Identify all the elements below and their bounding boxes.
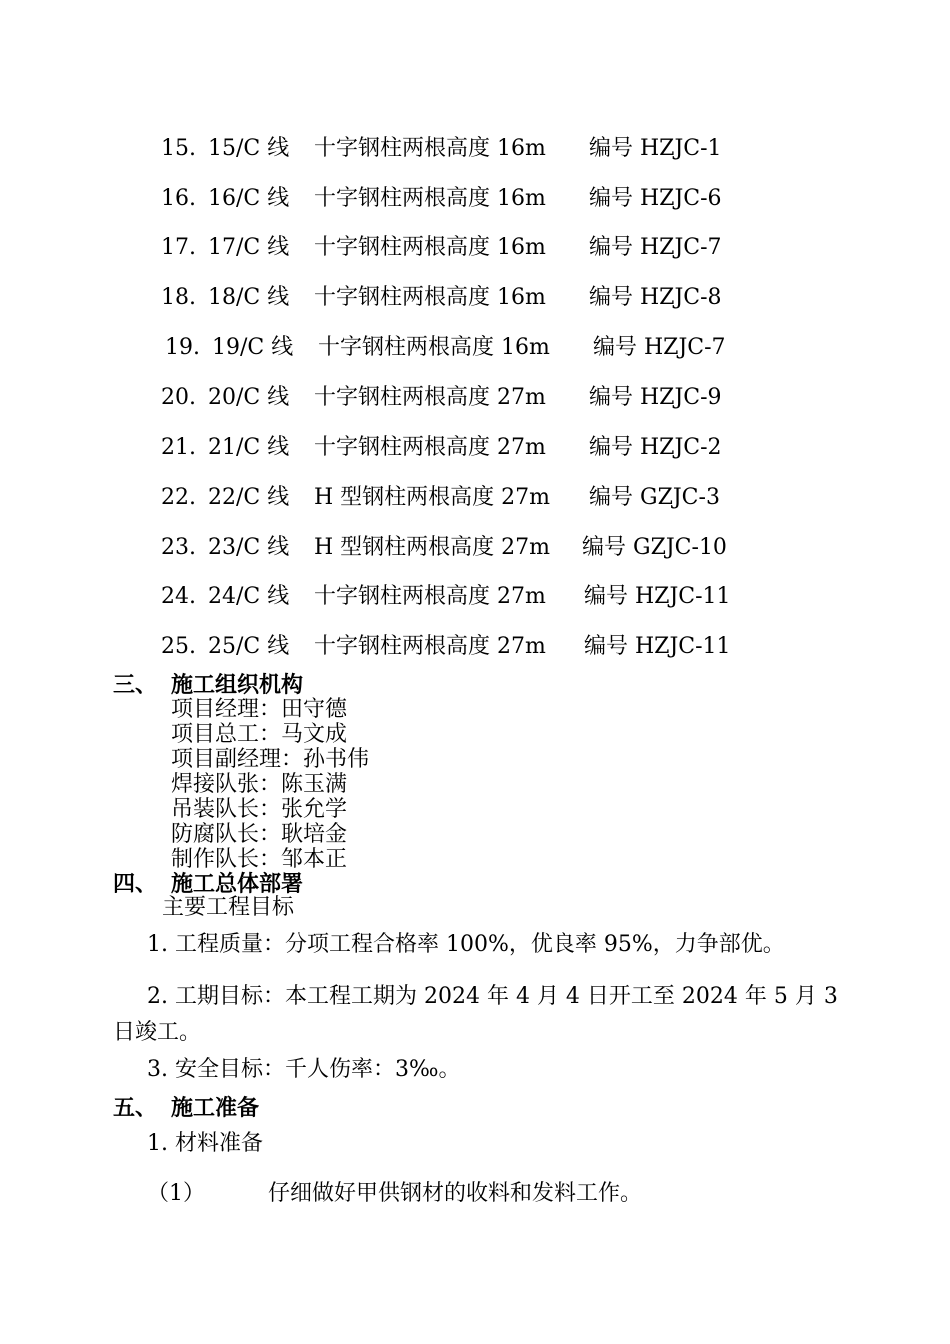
column-description: H 型钢柱两根高度 27m [314, 535, 551, 560]
section-number: 四、 [113, 871, 158, 897]
staff-entry: 项目总工：马文成 [171, 722, 348, 747]
axis-line: 18/C 线 [208, 285, 290, 310]
column-description: 十字钢柱两根高度 16m [314, 136, 546, 161]
subsection-title: 主要工程目标 [162, 895, 295, 920]
column-description: 十字钢柱两根高度 27m [314, 634, 546, 659]
column-description: 十字钢柱两根高度 16m [314, 285, 546, 310]
item-number: 24. [161, 584, 196, 609]
staff-entry: 项目经理：田守德 [171, 697, 348, 722]
column-code: 编号 GZJC-10 [582, 535, 727, 560]
column-code: 编号 HZJC-9 [589, 385, 722, 410]
item-number: 22. [161, 485, 196, 510]
goal-quality: 1. 工程质量：分项工程合格率 100%，优良率 95%，力争部优。 [147, 932, 785, 957]
section-number: 三、 [113, 672, 158, 698]
item-text: 仔细做好甲供钢材的收料和发料工作。 [268, 1181, 643, 1206]
column-code: 编号 HZJC-8 [589, 285, 722, 310]
staff-entry: 制作队长：邹本正 [171, 847, 348, 872]
column-code: 编号 HZJC-2 [589, 435, 722, 460]
axis-line: 15/C 线 [208, 136, 290, 161]
column-description: 十字钢柱两根高度 27m [314, 385, 546, 410]
axis-line: 21/C 线 [208, 435, 290, 460]
staff-entry: 焊接队张：陈玉满 [171, 772, 348, 797]
column-description: H 型钢柱两根高度 27m [314, 485, 551, 510]
column-code: 编号 HZJC-11 [584, 634, 731, 659]
column-description: 十字钢柱两根高度 16m [318, 335, 550, 360]
axis-line: 23/C 线 [208, 535, 290, 560]
goal-safety: 3. 安全目标：千人伤率：3‰。 [147, 1057, 461, 1082]
column-code: 编号 HZJC-7 [589, 235, 722, 260]
axis-line: 24/C 线 [208, 584, 290, 609]
item-number: 16. [161, 186, 196, 211]
item-number: 15. [161, 136, 196, 161]
item-number: 21. [161, 435, 196, 460]
axis-line: 20/C 线 [208, 385, 290, 410]
column-code: 编号 HZJC-1 [589, 136, 722, 161]
section-title: 施工组织机构 [171, 672, 304, 698]
item-number: 20. [161, 385, 196, 410]
staff-entry: 防腐队长：耿培金 [171, 822, 348, 847]
axis-line: 25/C 线 [208, 634, 290, 659]
goal-schedule: 2. 工期目标：本工程工期为 2024 年 4 月 4 日开工至 2024 年 5 月 3 [147, 984, 838, 1009]
column-code: 编号 HZJC-11 [584, 584, 731, 609]
item-number: 18. [161, 285, 196, 310]
column-description: 十字钢柱两根高度 16m [314, 235, 546, 260]
subsection-title: 1. 材料准备 [147, 1131, 263, 1156]
item-number: 19. [165, 335, 200, 360]
item-number: 25. [161, 634, 196, 659]
axis-line: 17/C 线 [208, 235, 290, 260]
axis-line: 22/C 线 [208, 485, 290, 510]
column-code: 编号 HZJC-7 [593, 335, 726, 360]
column-description: 十字钢柱两根高度 27m [314, 584, 546, 609]
column-description: 十字钢柱两根高度 16m [314, 186, 546, 211]
item-number: 17. [161, 235, 196, 260]
section-title: 施工总体部署 [171, 871, 304, 897]
item-number: （1） [147, 1181, 205, 1206]
section-title: 施工准备 [171, 1095, 260, 1121]
column-code: 编号 HZJC-6 [589, 186, 722, 211]
axis-line: 16/C 线 [208, 186, 290, 211]
goal-schedule-continued: 日竣工。 [113, 1020, 202, 1045]
column-description: 十字钢柱两根高度 27m [314, 435, 546, 460]
section-number: 五、 [113, 1095, 158, 1121]
staff-entry: 吊装队长：张允学 [171, 797, 348, 822]
column-code: 编号 GZJC-3 [589, 485, 720, 510]
item-number: 23. [161, 535, 196, 560]
staff-entry: 项目副经理：孙书伟 [171, 747, 370, 772]
axis-line: 19/C 线 [212, 335, 294, 360]
